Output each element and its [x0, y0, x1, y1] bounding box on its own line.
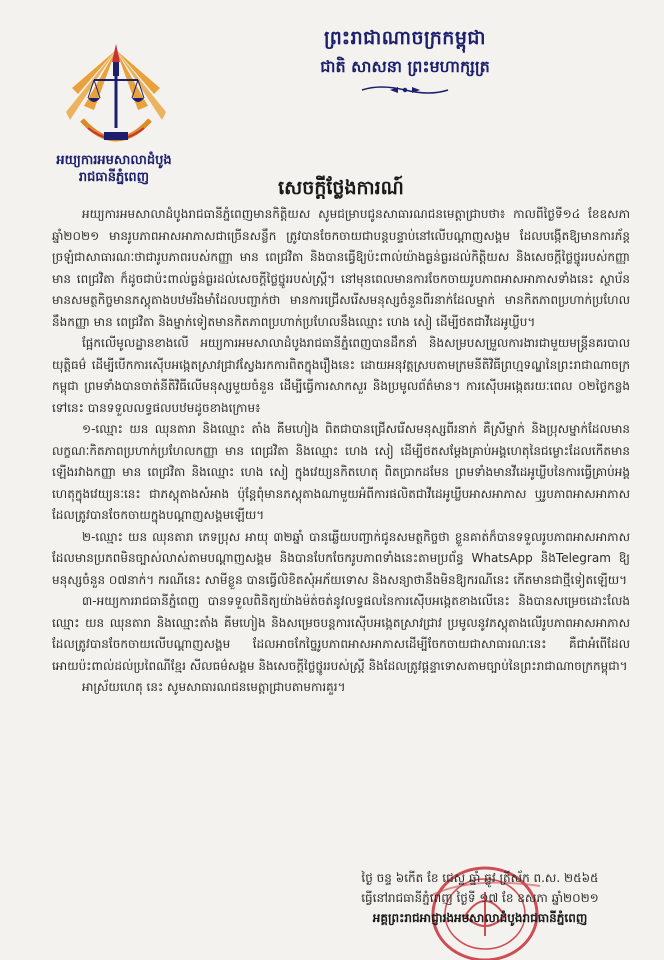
document-title: សេចក្ដីថ្លែងការណ៍ [278, 177, 404, 199]
kingdom-header [270, 26, 540, 96]
paragraph-finding-2: ២-ឈ្មោះ យន ឈុនតារា ភេទប្រុស អាយុ ៣២ឆ្នាំ បានឆ្លើយបញ្ជាក់ជូនសមត្ថកិច្ចថា ខ្លួនគាត់ក៏បានទទួលរូបភាពអាសអាភាសដែលមានប្រភពមិនច្បាស់លាស់តាមបណ្ដាញសង្គម និងបានបែកចែករូបភាពទាំងនេះតាមប្រព័ន្ធ WhatsApp និងTelegram ឱ្យមនុស្សចំនួន ០៧នាក់។ ករណីនេះ សាមីខ្លួន បានធ្វើលិខិតសុំអភ័យទោស និងសន្យាថានឹងមិនឱ្យករណីនេះ កើតមានជាថ្មីទៀតឡើយ។ [52, 529, 630, 587]
lunar-date: ថ្ងៃ ចន្ទ ៦កើត ខែ ជេស្ឋ ឆ្នាំ ឆ្លូវ ត្រីស័ក ព.ស. ២៥៦៥ [361, 871, 599, 885]
paragraph-finding-1: ១-ឈ្មោះ យន ឈុនតារា និងឈ្មោះ តាំង គីមហៀង ពិតជាបានជ្រើសរើសមនុស្សពីរនាក់ គឺស្រីម្នាក់ និងប្រុសម្នាក់ដែលមានលក្ខណៈកិតភាពប្រហាក់ប្រហែលកញ្ញា មាន ពេជ្រវិតា និងឈ្មោះ ហេង សៀ ដើម្បីថតសម្ដែងគ្រាប់អង្គហេតុនៃជម្លោះដែលកើតមានឡើងរវាងកញ្ញា មាន ពេជ្រវិតា និងឈ្មោះ ហេង សៀ ក្នុងវេយ្យនកិតហេតុ ពិតប្រាកដមែន ព្រមទាំងមានវីដេអូឃ្លីបនៃការធ្វើគ្រាប់អង្គហេតុក្នុងវេយ្យនៈនេះ ជាភស្តុតាងសំអាង ប៉ុន្តែពុំមានភស្តុតាងណាមួយអំពីការផលិតជាវីដេអូឃ្លីបអាសអាភាស ឬរូបភាពអាសអាភាស ដែលត្រូវបានចែកចាយក្នុងបណ្ដាញសង្គមឡើយ។ [52, 422, 630, 522]
paragraph-intro: អយ្យការអមសាលាដំបូងរាជធានីភ្នំពេញមានកិត្តិយស សូមជម្រាបជូនសាធារណជនមេត្តាជ្រាបថា៖ កាលពីថ្ងៃទី១៤ ខែឧសភា ឆ្នាំ២០២១ មានរូបភាពអាសអាភាសជាច្រើនសន្លឹក ត្រូវបានចែកចាយជាបន្តបន្ទាប់នៅលើបណ្ដាញសង្គម ដែលបង្កើតឱ្យមានការភ័ន្តច្រឡំជាសាធារណៈថាជារូបភាពរបស់កញ្ញា មាន ពេជ្រវិតា និងបានធ្វើឱ្យប៉ះពាល់យ៉ាងធ្ងន់ធ្ងរដល់កិត្តិយស និងសេចក្ដីថ្លៃថ្នូររបស់កញ្ញា មាន ពេជ្រវិតា ក៏ដូចជាប៉ះពាល់ធ្ងន់ធ្ងរដល់សេចក្ដីថ្លៃថ្នូររបស់ស្ត្រី។ នៅមុនពេលមានការចែកចាយរូបភាពអាសអាភាសទាំងនេះ ស្ថាប័នមានសមត្ថកិច្ចមានភស្តុតាងបឋមរឹងមាំដែលបញ្ជាក់ថា មានការជ្រើសរើសមនុស្សចំនួនពីរនាក់ដែលម្នាក់ មានកិតភាពប្រហាក់ប្រហែលនឹងកញ្ញា មាន ពេជ្រវិតា និងម្នាក់ទៀតមានកិតភាពប្រហាក់ប្រហែលនឹងឈ្មោះ ហេង សៀ ដើម្បីថតជាវីដេអូឃ្លីប។ [52, 207, 630, 329]
agency-block [40, 152, 188, 186]
signature-block [330, 868, 630, 928]
agency-name: អយ្យការអមសាលាដំបូង [56, 153, 172, 168]
ornament-divider-icon [360, 84, 450, 96]
document-body [52, 204, 630, 699]
kingdom-name: ព្រះរាជាណាចក្រកម្ពុជា [324, 27, 486, 49]
agency-city: រាជធានីភ្នំពេញ [78, 170, 150, 185]
signer-title: អគ្គព្រះរាជអាជ្ញារងអមសាលាដំបូងរាជធានីភ្នំពេញ [372, 911, 588, 925]
national-motto: ជាតិ សាសនា ព្រះមហាក្សត្រ [320, 57, 490, 76]
prosecutor-emblem-icon [64, 40, 168, 158]
place-date: ធ្វើនៅរាជធានីភ្នំពេញ ថ្ងៃទី ១៧ ខែ ឧសភា ឆ្នាំ២០២១ [361, 891, 599, 905]
paragraph-investigation: ផ្អែកលើមូលដ្ឋានខាងលើ អយ្យការអមសាលាដំបូងរាជធានីភ្នំពេញបានដឹកនាំ និងសម្របសម្រួលការងារជាមួយមន្ត្រីនគរបាលយុត្តិធម៌ ដើម្បីបើកការស៊ើបអង្កេតស្រាវជ្រាវស្វែងរកការពិតក្នុងរឿងនេះ ដោយអនុវត្តស្របតាមក្រមនីតិវិធីព្រហ្មទណ្ឌនៃព្រះរាជាណាចក្រកម្ពុជា ព្រមទាំងបានចាត់នីតិវិធីលើមនុស្សមួយចំនួន ដើម្បីធ្វើការសាកសួរ និងប្រមូលព័ត៌មាន។ ការស៊ើបអង្កេតរយៈពេល ០២ថ្ងៃកន្លងទៅនេះ បានទទួលលទ្ធផលបឋមដូចខាងក្រោម៖ [52, 336, 630, 415]
paragraph-finding-3: ៣-អយ្យការរាជធានីភ្នំពេញ បានទទួលពិនិត្យយ៉ាងម៉ត់ចត់នូវលទ្ធផលនៃការស៊ើបអង្កេតខាងលើនេះ និងបានសម្រេចដោះលែងឈ្មោះ យន ឈុនតារា និងឈ្មោះតាំង គីមហៀង និងសម្រេចបន្តការស៊ើបអង្កេតស្រាវជ្រាវ ប្រមូលនូវភស្តុតាងលើរូបភាពអាសអាភាស ដែលត្រូវបានចែកចាយលើបណ្ដាញសង្គម ដែលអាចកែច្នៃរូបភាពអាសអាភាសដើម្បីចែកចាយជាសាធារណៈនេះ គឺជាអំពើដែលអោយប៉ះពាល់ដល់ប្រពៃណីខ្មែរ សីលធម៌សង្គម និងសេចក្ដីថ្លៃថ្នូររបស់ស្ត្រី និងដែលត្រូវផ្តន្ទាទោសតាមច្បាប់នៃព្រះរាជាណាចក្រកម្ពុជា។ [52, 594, 630, 673]
paragraph-closing: អាស្រ័យហេតុ នេះ សូមសាធារណជនមេត្តាជ្រាបតាមការគួរ។ [82, 680, 346, 694]
